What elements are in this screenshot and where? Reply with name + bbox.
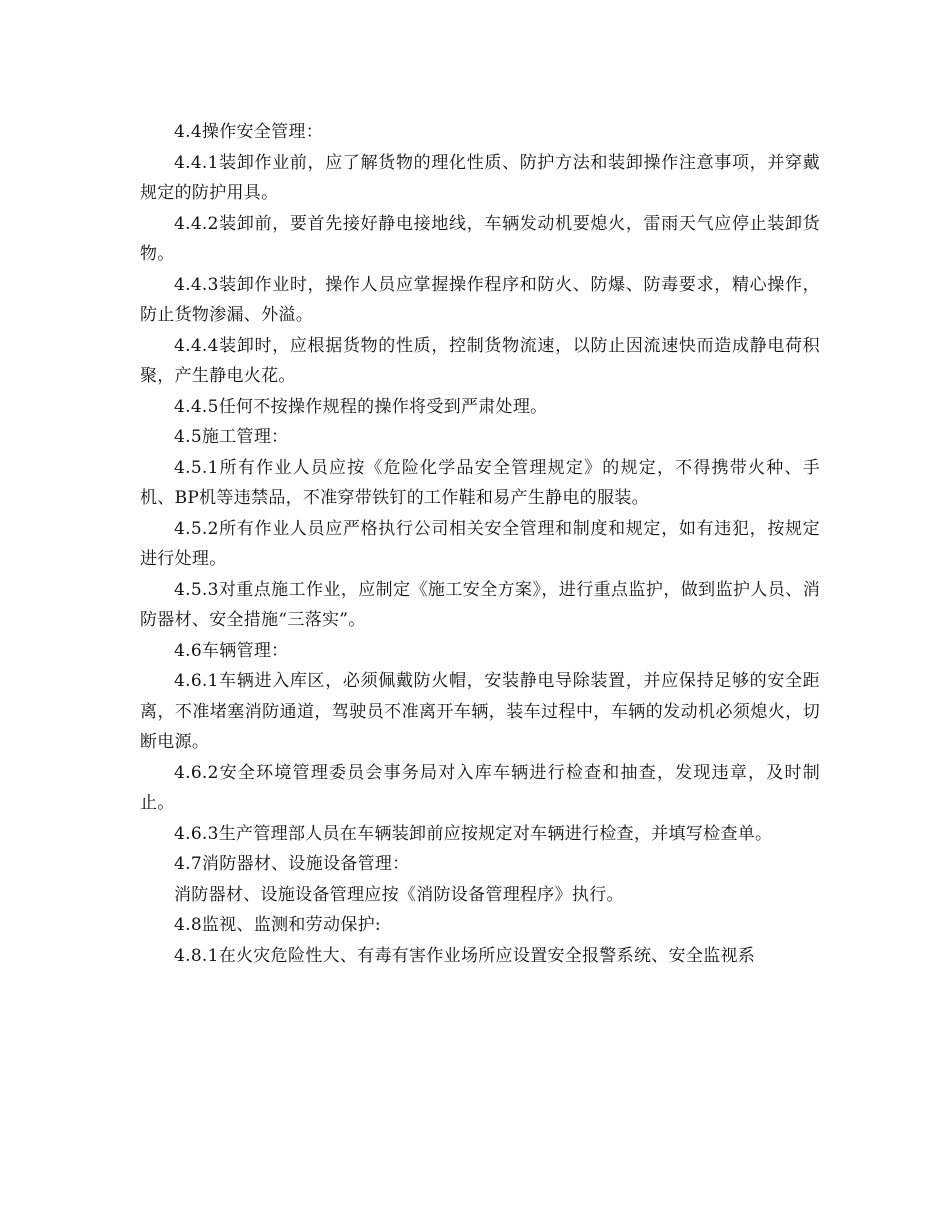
paragraph-4-6-2: 4.6.2安全环境管理委员会事务局对入库车辆进行检查和抽查，发现违章，及时制止。 bbox=[140, 762, 820, 813]
paragraph-4-8-1: 4.8.1在火灾危险性大、有毒有害作业场所应设置安全报警系统、安全监视系 bbox=[174, 945, 756, 966]
paragraph-4-7-body: 消防器材、设施设备管理应按《消防设备管理程序》执行。 bbox=[174, 884, 624, 905]
paragraph-4-6-1: 4.6.1车辆进入库区，必须佩戴防火帽，安装静电导除装置，并应保持足够的安全距离，不准堵塞消防通道，驾驶员不准离开车辆，装车过程中，车辆的发动机必须熄火，切断电源。 bbox=[140, 671, 820, 752]
paragraph-4-5-3: 4.5.3对重点施工作业，应制定《施工安全方案》，进行重点监护，做到监护人员、消防器材、安全措施“三落实”。 bbox=[140, 579, 820, 630]
paragraph-4-4-2: 4.4.2装卸前，要首先接好静电接地线，车辆发动机要熄火，雷雨天气应停止装卸货物。 bbox=[140, 213, 820, 264]
paragraph-4-6-3: 4.6.3生产管理部人员在车辆装卸前应按规定对车辆进行检查，并填写检查单。 bbox=[174, 823, 773, 844]
paragraph-4-4-1: 4.4.1装卸作业前，应了解货物的理化性质、防护方法和装卸操作注意事项，并穿戴规定的防护用具。 bbox=[140, 152, 820, 203]
heading-4-8: 4.8监视、监测和劳动保护: bbox=[174, 915, 381, 935]
heading-4-6: 4.6车辆管理： bbox=[174, 640, 289, 661]
heading-4-7: 4.7消防器材、设施设备管理： bbox=[174, 854, 410, 874]
heading-4-5: 4.5施工管理： bbox=[174, 427, 289, 447]
document-body bbox=[140, 117, 820, 971]
heading-4-4: 4.4操作安全管理： bbox=[174, 122, 324, 142]
paragraph-4-4-4: 4.4.4装卸时，应根据货物的性质，控制货物流速，以防止因流速快而造成静电荷积聚，产生静电火花。 bbox=[140, 335, 820, 386]
paragraph-4-5-1: 4.5.1所有作业人员应按《危险化学品安全管理规定》的规定，不得携带火种、手机、BP机等违禁品，不准穿带铁钉的工作鞋和易产生静电的服装。 bbox=[140, 457, 820, 508]
paragraph-4-4-5: 4.4.5任何不按操作规程的操作将受到严肃处理。 bbox=[174, 396, 548, 417]
paragraph-4-5-2: 4.5.2所有作业人员应严格执行公司相关安全管理和制度和规定，如有违犯，按规定进行处理。 bbox=[140, 518, 820, 569]
paragraph-4-4-3: 4.4.3装卸作业时，操作人员应掌握操作程序和防火、防爆、防毒要求，精心操作，防止货物渗漏、外溢。 bbox=[140, 274, 820, 325]
